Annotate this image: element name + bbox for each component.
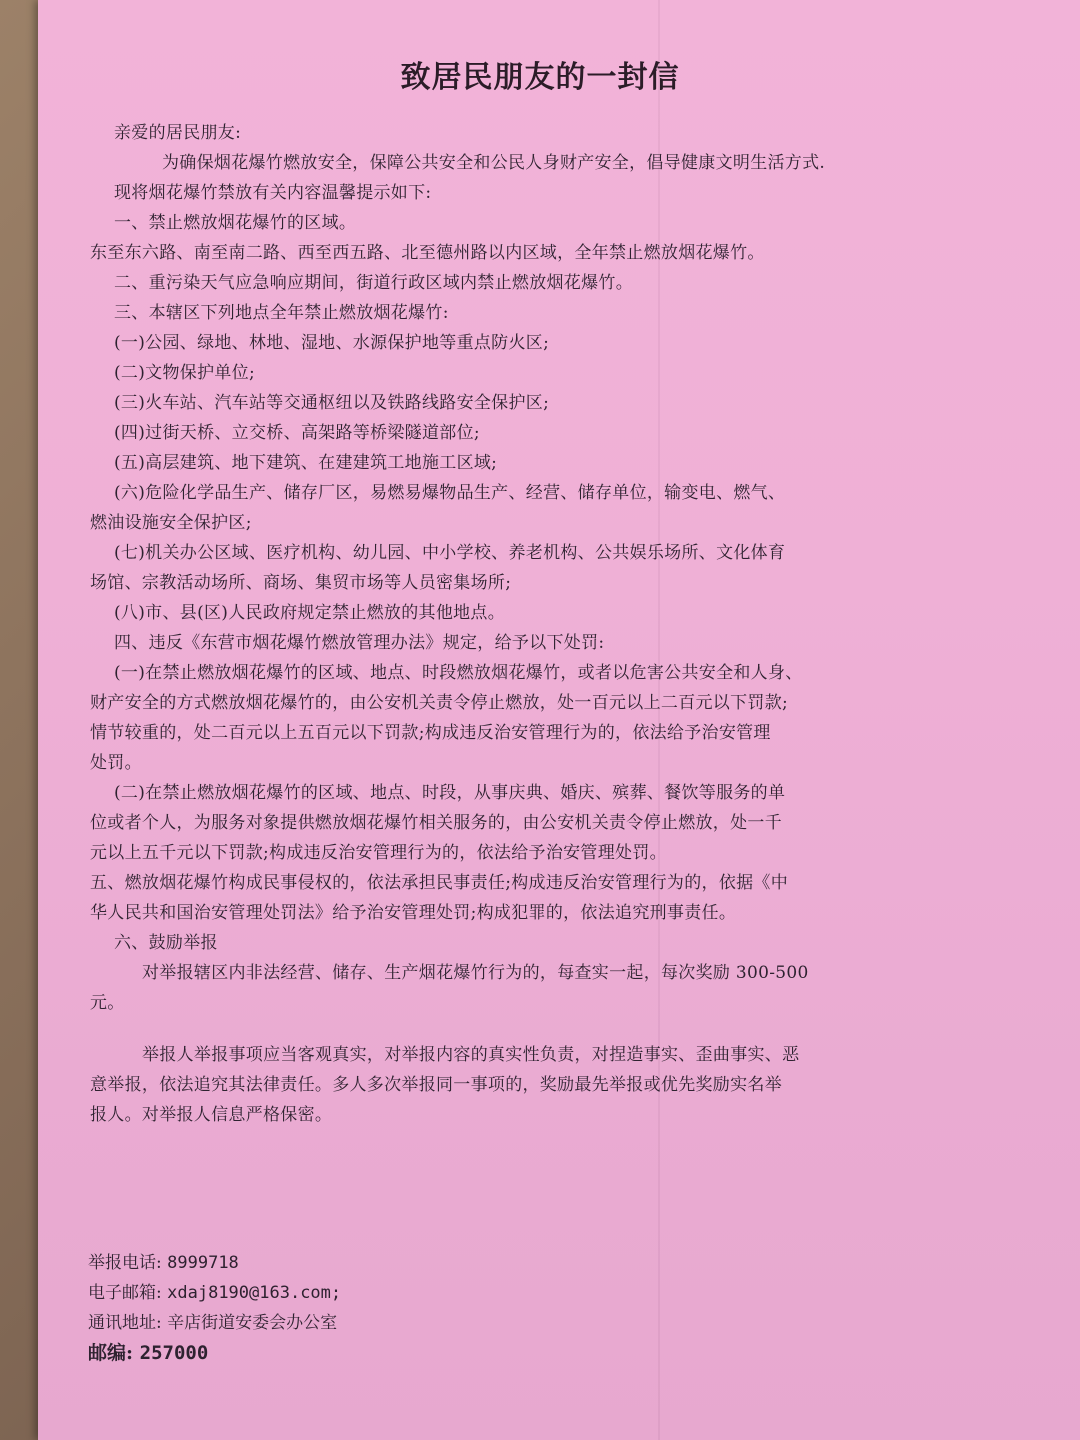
section1-text: 东至东六路、南至南二路、西至西五路、北至德州路以内区域，全年禁止燃放烟花爆竹。 <box>90 243 765 263</box>
section3-heading: 三、本辖区下列地点全年禁止燃放烟花爆竹: <box>114 303 449 323</box>
section1-heading: 一、禁止燃放烟花爆竹的区域。 <box>114 213 357 233</box>
section3-item: (六)危险化学品生产、储存厂区，易燃易爆物品生产、经营、储存单位，输变电、燃气、 <box>114 483 786 503</box>
contact-phone <box>88 1248 788 1278</box>
paragraph-gap <box>90 1018 990 1040</box>
section3-item: (七)机关办公区域、医疗机构、幼儿园、中小学校、养老机构、公共娱乐场所、文化体育 <box>114 543 786 563</box>
intro-line-2: 现将烟花爆竹禁放有关内容温馨提示如下: <box>114 183 432 203</box>
section4-line: 处罚。 <box>90 753 142 773</box>
contact-address <box>88 1308 788 1338</box>
phone-number: 8999718 <box>167 1253 239 1273</box>
section4-line: 元以上五千元以下罚款;构成违反治安管理行为的，依法给予治安管理处罚。 <box>90 843 667 863</box>
contact-postcode <box>88 1338 788 1368</box>
greeting: 亲爱的居民朋友: <box>114 123 242 143</box>
letter-body <box>90 118 990 1130</box>
section3-item: (四)过街天桥、立交桥、高架路等桥梁隧道部位; <box>114 423 480 443</box>
address-label: 通讯地址: <box>88 1313 162 1333</box>
section4-line: 情节较重的，处二百元以上五百元以下罚款;构成违反治安管理行为的，依法给予治安管理 <box>90 723 771 743</box>
section3-item-cont: 燃油设施安全保护区; <box>90 513 252 533</box>
section5-line: 华人民共和国治安管理处罚法》给予治安管理处罚;构成犯罪的，依法追究刑事责任。 <box>90 903 737 923</box>
section6-para2-line: 举报人举报事项应当客观真实，对举报内容的真实性负责，对捏造事实、歪曲事实、恶 <box>142 1045 800 1065</box>
section6-heading: 六、鼓励举报 <box>114 933 218 953</box>
section4-line: (一)在禁止燃放烟花爆竹的区域、地点、时段燃放烟花爆竹，或者以危害公共安全和人身、 <box>114 663 803 683</box>
section3-item: (一)公园、绿地、林地、湿地、水源保护地等重点防火区; <box>114 333 550 353</box>
section4-line: 财产安全的方式燃放烟花爆竹的，由公安机关责令停止燃放，处一百元以上二百元以下罚款; <box>90 693 789 713</box>
section6-para2-line: 报人。对举报人信息严格保密。 <box>90 1105 333 1125</box>
section6-para1-line: 对举报辖区内非法经营、储存、生产烟花爆竹行为的，每查实一起，每次奖励 300-500 <box>142 963 809 983</box>
section6-para2-line: 意举报，依法追究其法律责任。多人多次举报同一事项的，奖励最先举报或优先奖励实名举 <box>90 1075 782 1095</box>
section4-line: (二)在禁止燃放烟花爆竹的区域、地点、时段，从事庆典、婚庆、殡葬、餐饮等服务的单 <box>114 783 786 803</box>
postcode-value: 257000 <box>139 1342 209 1364</box>
section4-heading: 四、违反《东营市烟花爆竹燃放管理办法》规定，给予以下处罚: <box>114 633 605 653</box>
contact-email <box>88 1278 788 1308</box>
section3-item: (八)市、县(区)人民政府规定禁止燃放的其他地点。 <box>114 603 506 623</box>
address-value: 辛店街道安委会办公室 <box>167 1313 338 1333</box>
section3-item: (二)文物保护单位; <box>114 363 255 383</box>
postcode-label: 邮编: <box>88 1342 134 1364</box>
email-address: xdaj8190@163.com; <box>167 1283 342 1303</box>
email-label: 电子邮箱: <box>88 1283 162 1303</box>
section6-para1-line: 元。 <box>90 993 125 1013</box>
section4-line: 位或者个人，为服务对象提供燃放烟花爆竹相关服务的，由公安机关责令停止燃放，处一千 <box>90 813 782 833</box>
section3-item-cont: 场馆、宗教活动场所、商场、集贸市场等人员密集场所; <box>90 573 512 593</box>
contact-block <box>88 1248 788 1368</box>
section5-line: 五、燃放烟花爆竹构成民事侵权的，依法承担民事责任;构成违反治安管理行为的，依据《中 <box>90 873 789 893</box>
section2-heading: 二、重污染天气应急响应期间，街道行政区域内禁止燃放烟花爆竹。 <box>114 273 633 293</box>
phone-label: 举报电话: <box>88 1253 162 1273</box>
document-title: 致居民朋友的一封信 <box>400 60 680 95</box>
section3-item: (五)高层建筑、地下建筑、在建建筑工地施工区域; <box>114 453 498 473</box>
intro-line-1: 为确保烟花爆竹燃放安全，保障公共安全和公民人身财产安全，倡导健康文明生活方式. <box>162 153 826 173</box>
section3-item: (三)火车站、汽车站等交通枢纽以及铁路线路安全保护区; <box>114 393 550 413</box>
